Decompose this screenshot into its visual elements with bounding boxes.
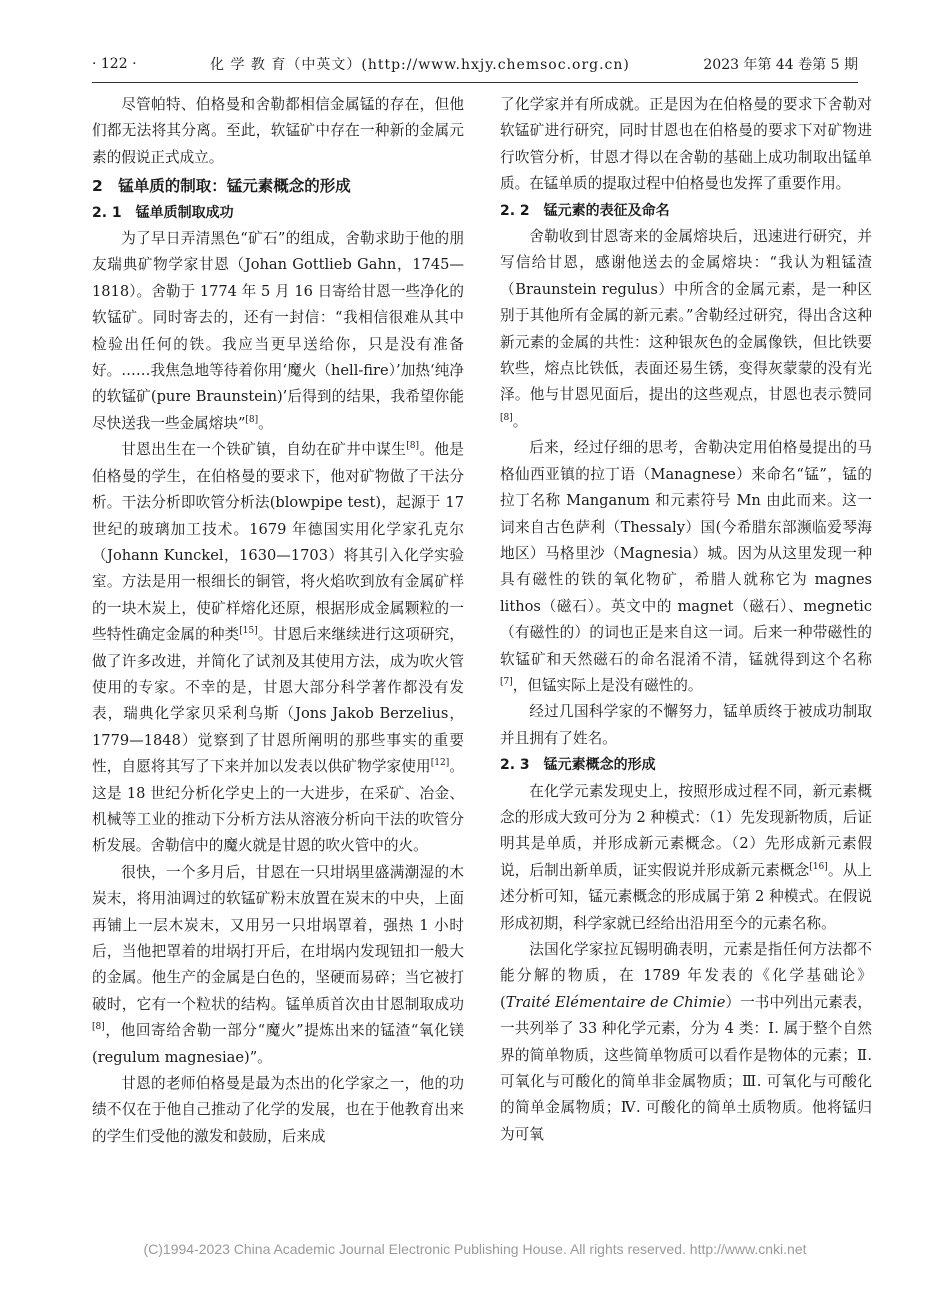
paragraph: 尽管帕特、伯格曼和舍勒都相信金属锰的存在，但他们都无法将其分离。至此，软锰矿中存在一种新的金属元素的假说正式成立。 (92, 96, 464, 166)
citation[interactable]: [7] (500, 677, 513, 688)
citation[interactable]: [8] (92, 1022, 105, 1033)
right-column (500, 92, 872, 1148)
page-header (92, 50, 858, 83)
paragraph: 甘恩的老师伯格曼是最为杰出的化学家之一，他的功绩不仅在于他自己推动了化学的发展，也在于他教育出来的学生们受他的激发和鼓励，后来成 (92, 1075, 464, 1145)
subsection-heading-2-2: 2. 2 锰元素的表征及命名 (500, 202, 670, 219)
page-number: · 122 · (92, 56, 137, 72)
journal-title: 化 学 教 育（中英文）(http://www.hxjy.chemsoc.org.cn) (210, 57, 630, 73)
citation[interactable]: [15] (239, 626, 258, 637)
paragraph: 甘恩出生在一个铁矿镇，自幼在矿井中谋生[8]。他是伯格曼的学生，在伯格曼的要求下，他对矿物做了干法分析。干法分析即吹管分析法(blowpipe test)，起源于 17 世纪的玻璃加工技术。1679 年德国实用化学家孔克尔（Johann Kunckel，1630—1703）将其引入化学实验室。方法是用一根细长的铜管，将火焰吹到放有金属矿样的一块木炭上，使矿样熔化还原，根据形成金属颗粒的一些特性确定金属的种类[15]。甘恩后来继续进行这项研究，做了许多改进，并简化了试剂及其使用方法，成为吹火管使用的专家。不幸的是，甘恩大部分科学著作都没有发表，瑞典化学家贝采利乌斯（Jons Jakob Berzelius，1779—1848）觉察到了甘恩所阐明的那些事实的重要性，自愿将其写了下来并加以发表以供矿物学家使用[12]。这是 18 世纪分析化学史上的一大进步，在采矿、冶金、机械等工业的推动下分析方法从溶液分析向干法的吹管分析发展。舍勒信中的魔火就是甘恩的吹火管中的火。 (92, 441, 464, 855)
citation[interactable]: [8] (406, 441, 419, 452)
citation[interactable]: [8] (500, 413, 513, 424)
paragraph: 为了早日弄清黑色“矿石”的组成，舍勒求助于他的朋友瑞典矿物学家甘恩（Johan Gottlieb Gahn，1745—1818）。舍勒于 1774 年 5 月 16 日寄给甘恩一些净化的软锰矿。同时寄去的，还有一封信：“我相信很难从其中检验出任何的铁。我应当更早送给你，只是没有准备好。……我焦急地等待着你用‘魔火（hell-fire）’加热‘纯净的软锰矿(pure Braunstein)’后得到的结果，我希望你能尽快送我一些金属熔块”[8]。 (92, 230, 464, 432)
section-heading-2: 2 锰单质的制取：锰元素概念的形成 (92, 177, 351, 196)
paragraph: 了化学家并有所成就。正是因为在伯格曼的要求下舍勒对软锰矿进行研究，同时甘恩也在伯格曼的要求下对矿物进行吹管分析，甘恩才得以在舍勒的基础上成功制取出锰单质。在锰单质的提取过程中伯格曼也发挥了重要作用。 (500, 96, 872, 193)
issue-info: 2023 年第 44 卷第 5 期 (703, 57, 858, 73)
citation[interactable]: [12] (430, 758, 450, 769)
subsection-heading-2-3: 2. 3 锰元素概念的形成 (500, 757, 656, 774)
citation[interactable]: [16] (809, 861, 828, 872)
subsection-heading-2-1: 2. 1 锰单质制取成功 (92, 204, 234, 221)
left-column (92, 92, 464, 1150)
copyright-footer: (C)1994-2023 China Academic Journal Electronic Publishing House. All rights reserved. http://www.cnki.net (143, 1241, 807, 1257)
citation[interactable]: [8] (245, 415, 259, 426)
paragraph: 很快，一个多月后，甘恩在一只坩埚里盛满潮湿的木炭末，将用油调过的软锰矿粉末放置在炭末的中央，上面再铺上一层木炭末，又用另一只坩埚罩着，强热 1 小时后，当他把罩着的坩埚打开后，在坩埚内发现钮扣一般大的金属。他生产的金属是白色的，坚硬而易碎；当它被打破时，它有一个粒状的结构。锰单质首次由甘恩制取成功[8]，他回寄给舍勒一部分“魔火”提炼出来的锰渣“氧化镁(regulum magnesiae)”。 (92, 863, 464, 1066)
paragraph: 在化学元素发现史上，按照形成过程不同，新元素概念的形成大致可分为 2 种模式：（1）先发现新物质，后证明其是单质，并形成新元素概念。（2）先形成新元素假说，后制出新单质，证实假说并形成新元素概念[16]。从上述分析可知，锰元素概念的形成属于第 2 种模式。在假说形成初期，科学家就已经给出沿用至今的元素名称。 (500, 782, 872, 932)
paragraph: 舍勒收到甘恩寄来的金属熔块后，迅速进行研究，并写信给甘恩，感谢他送去的金属熔块：“我认为粗锰渣（Braunstein regulus）中所含的金属元素，是一种区别于其他所有金属的新元素。”舍勒经过研究，得出含这种新元素的金属的共性：这种银灰色的金属像铁，但比铁要软些，熔点比铁低，表面还易生锈，变得灰蒙蒙的没有光泽。他与甘恩见面后，提出的这些观点，甘恩也表示赞同[8]。 (500, 228, 872, 430)
paragraph: 法国化学家拉瓦锡明确表明，元素是指任何方法都不能分解的物质，在 1789 年发表的《化学基础论》(Traité Elémentaire de Chimie）一书中列出元素表，一共列举了 33 种化学元素，分为 4 类：Ⅰ. 属于整个自然界的简单物质，这些简单物质可以看作是物体的元素；Ⅱ. 可氧化与可酸化的简单非金属物质；Ⅲ. 可氧化与可酸化的简单金属物质；Ⅳ. 可酸化的简单土质物质。他将锰归为可氧 (500, 941, 872, 1143)
paragraph: 经过几国科学家的不懈努力，锰单质终于被成功制取并且拥有了姓名。 (500, 703, 872, 747)
paragraph: 后来，经过仔细的思考，舍勒决定用伯格曼提出的马格仙西亚镇的拉丁语（Managnese）来命名“锰”，锰的拉丁名称 Manganum 和元素符号 Mn 由此而来。这一词来自古色萨利（Thessaly）国(今希腊东部濒临爱琴海地区）马格里沙（Magnesia）城。因为从这里发现一种具有磁性的铁的氧化物矿，希腊人就称它为 magnes lithos（磁石）。英文中的 magnet（磁石）、megnetic（有磁性的）的词也正是来自这一词。后来一种带磁性的软锰矿和天然磁石的命名混淆不清，锰就得到这个名称[7]，但锰实际上是没有磁性的。 (500, 439, 872, 694)
book-title: Traité Elémentaire de Chimie (505, 993, 726, 1011)
